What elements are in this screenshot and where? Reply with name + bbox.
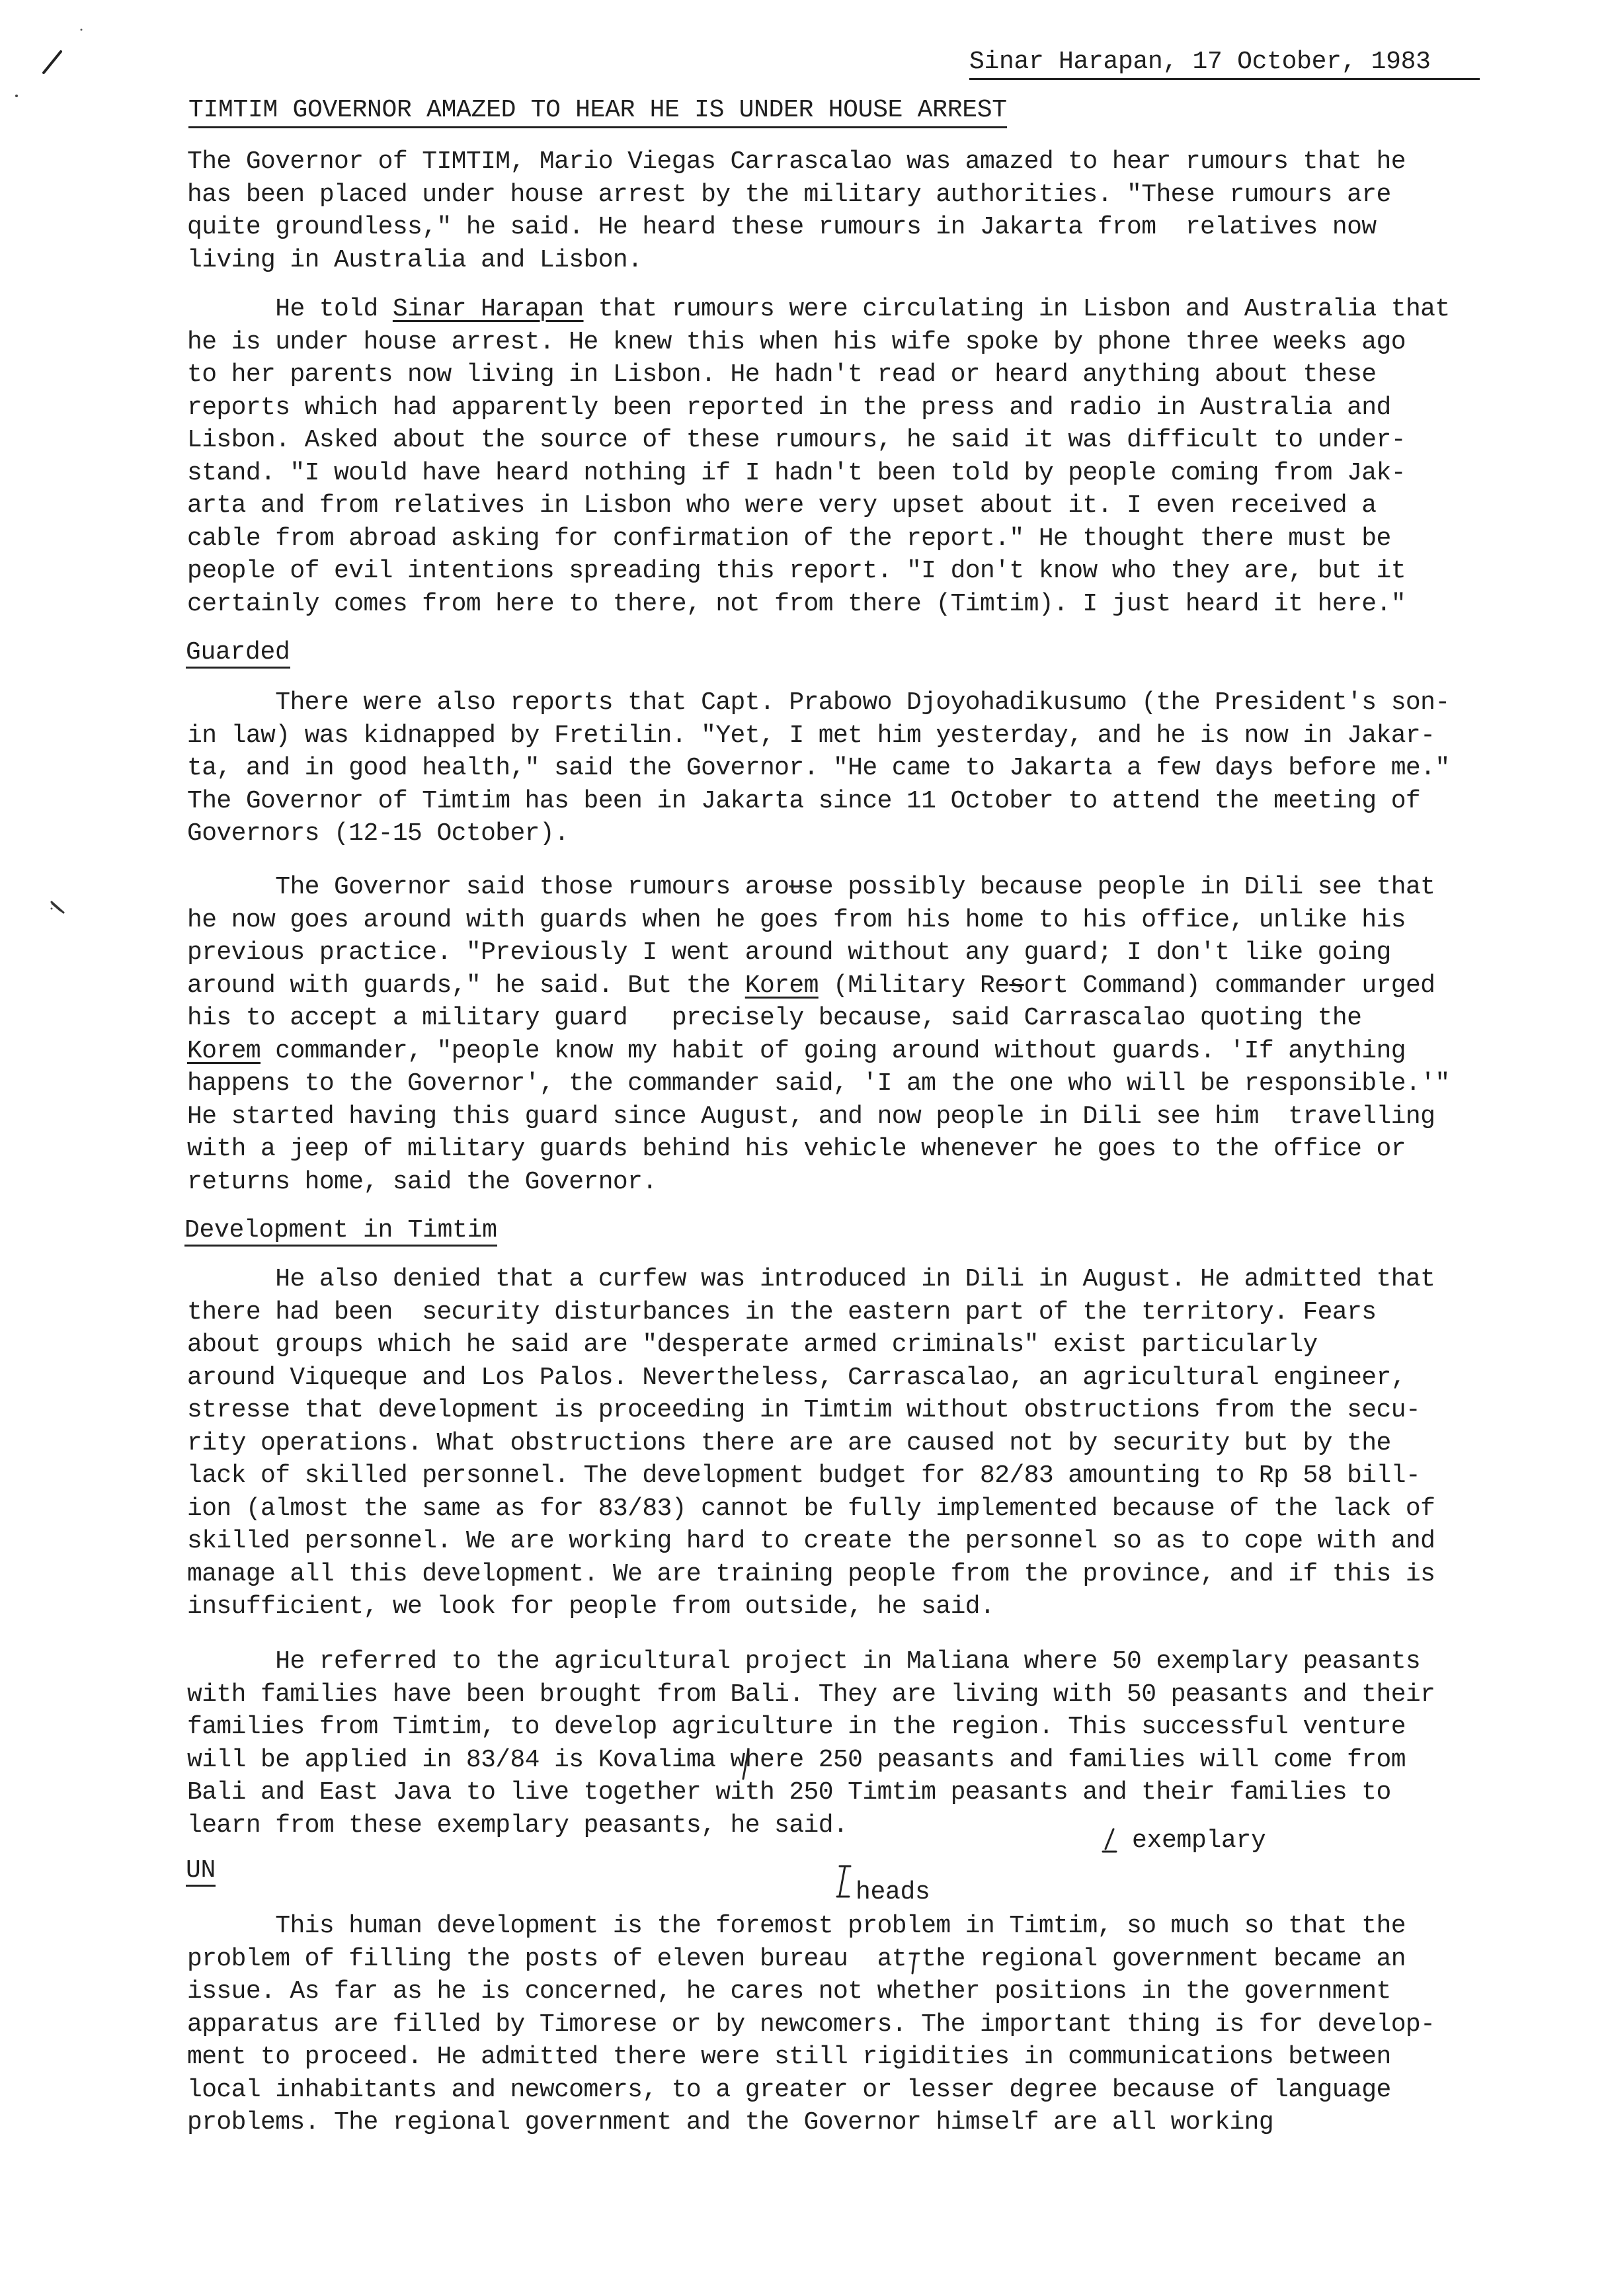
margin-dot — [49, 906, 54, 911]
margin-dot — [78, 26, 85, 33]
section-heading-development — [184, 1215, 497, 1247]
paragraph-4-text: commander, "people know my habit of going around without guards. 'If anything happens to the Governor', the commander said, 'I am the one who will be responsible.'" He started having this guard since August, and now people in Dili see him travelling with a jeep of military guards behind his vehicle whenever he goes to the office or returns home, said the Governor. — [187, 1036, 1450, 1196]
section-heading-label: Guarded — [186, 638, 290, 669]
korem-term: Korem — [744, 971, 819, 1000]
margin-dot — [13, 93, 20, 99]
paragraph-1: The Governor of TIMTIM, Mario Viegas Carrascalao was amazed to hear rumours that he has been placed under house arrest by the military authorities. "These rumours are quite groundless," he said. He heard these rumours in Jakarta from relatives now living in Australia and Lisbon. — [187, 147, 1406, 274]
korem-term: Korem — [187, 1036, 261, 1065]
paragraph-2 — [187, 293, 1595, 620]
section-heading-label: UN — [186, 1856, 216, 1887]
struck-letter: u — [789, 873, 804, 901]
paragraph-3: There were also reports that Capt. Prabowo Djoyohadikusumo (the President's son- in law) was kidnapped by Fretilin. "Yet, I met him yesterday, and he is now in Jakar- ta, and in good health," said the Governor. "He came to Jakarta a few days before me." The Governor of Timtim has been in Jakarta since 11 October to attend the meeting of Governors (12-15 October). — [187, 688, 1450, 848]
section-heading-guarded — [186, 637, 290, 669]
paragraph-4-text: se possibly because people in Dili see that he now goes around with guards when he goes from his home to his office, unlike his previous practice. "Previously I went around without any guard; I don't like going around with guards," he said. But the — [187, 873, 1435, 1000]
section-heading-label: Development in Timtim — [184, 1216, 497, 1247]
margin-pen-stroke — [40, 46, 66, 79]
insertion-mark — [834, 1864, 854, 1901]
paragraph-4-text: (Military Re — [818, 971, 1010, 1000]
section-heading-un — [186, 1855, 216, 1887]
paragraph-7: This human development is the foremost problem in Timtim, so much so that the problem of filling the posts of eleven bureau at the regional government became an issue. As far as he is concerned, he cares not whether positions in the government apparatus are filled by Timorese or by newcomers. The important thing is for develop- ment to proceed. He admitted there were still rigidities in communications between local inhabitants and newcomers, to a greater or lesser degree because of language problems. The regional government and the Governor himself are all working — [187, 1912, 1435, 2137]
struck-letter: s — [1009, 971, 1024, 1000]
margin-annotation-exemplary: exemplary — [1132, 1826, 1266, 1855]
dateline: Sinar Harapan, 17 October, 1983 — [969, 46, 1480, 80]
insertion-mark — [739, 1746, 752, 1785]
paragraph-2-text: that rumours were circulating in Lisbon and Australia that he is under house arrest. He knew this when his wife spoke by phone three weeks ago to her parents now living in Lisbon. He hadn't read or heard anything about these reports which had apparently been reported in the press and radio in Australia and Lisbon. Asked about the source of these rumours, he said it was difficult to under- stand. "I would have heard nothing if I hadn't been told by people coming from Jak- arta and from relatives in Lisbon who were very upset about it. I even received a cable from abroad asking for confirmation of the report." He thought there must be people of evil intentions spreading this report. "I don't know who they are, but it certainly comes from here to there, not from there (Timtim). I just heard it here." — [187, 295, 1450, 618]
paragraph-4-text: ort Command) commander urged his to accept a military guard precisely because, said Carrascalao quoting the — [187, 971, 1435, 1032]
paragraph-6: He referred to the agricultural project in Maliana where 50 exemplary peasants with families have been brought from Bali. They are living with 50 peasants and their families from Timtim, to develop agriculture in the region. This successful venture will be applied in 83/84 is Kovalima where 250 peasants and families will come from Bali and East Java to live together with 250 Timtim peasants and their families to learn from these exemplary peasants, he said. — [187, 1647, 1435, 1840]
insertion-mark — [1100, 1826, 1120, 1856]
paragraph-4-text: The Governor said those rumours aro — [187, 873, 789, 901]
paragraph-2-text: He told — [187, 295, 393, 323]
headline: TIMTIM GOVERNOR AMAZED TO HEAR HE IS UNDER HOUSE ARREST — [188, 95, 1007, 128]
paragraph-4 — [187, 871, 1595, 1198]
paragraph-5: He also denied that a curfew was introduced in Dili in August. He admitted that there had been security disturbances in the eastern part of the territory. Fears about groups which he said are "desperate armed criminals" exist particularly around Viqueque and Los Palos. Nevertheless, Carrascalao, an agricultural engineer, stresse that development is proceeding in Timtim without obstructions from the secu- rity operations. What obstructions there are are caused not by security but by the lack of skilled personnel. The development budget for 82/83 amounting to Rp 58 bill- ion (almost the same as for 83/83) cannot be fully implemented because of the lack of skilled personnel. We are working hard to create the personnel so as to cope with and manage all this development. We are training people from the province, and if this is insufficient, we look for people from outside, he said. — [187, 1265, 1435, 1621]
insertion-mark — [907, 1951, 923, 1977]
newspaper-name: Sinar Harapan — [392, 295, 584, 323]
margin-annotation-heads: heads — [856, 1878, 930, 1906]
